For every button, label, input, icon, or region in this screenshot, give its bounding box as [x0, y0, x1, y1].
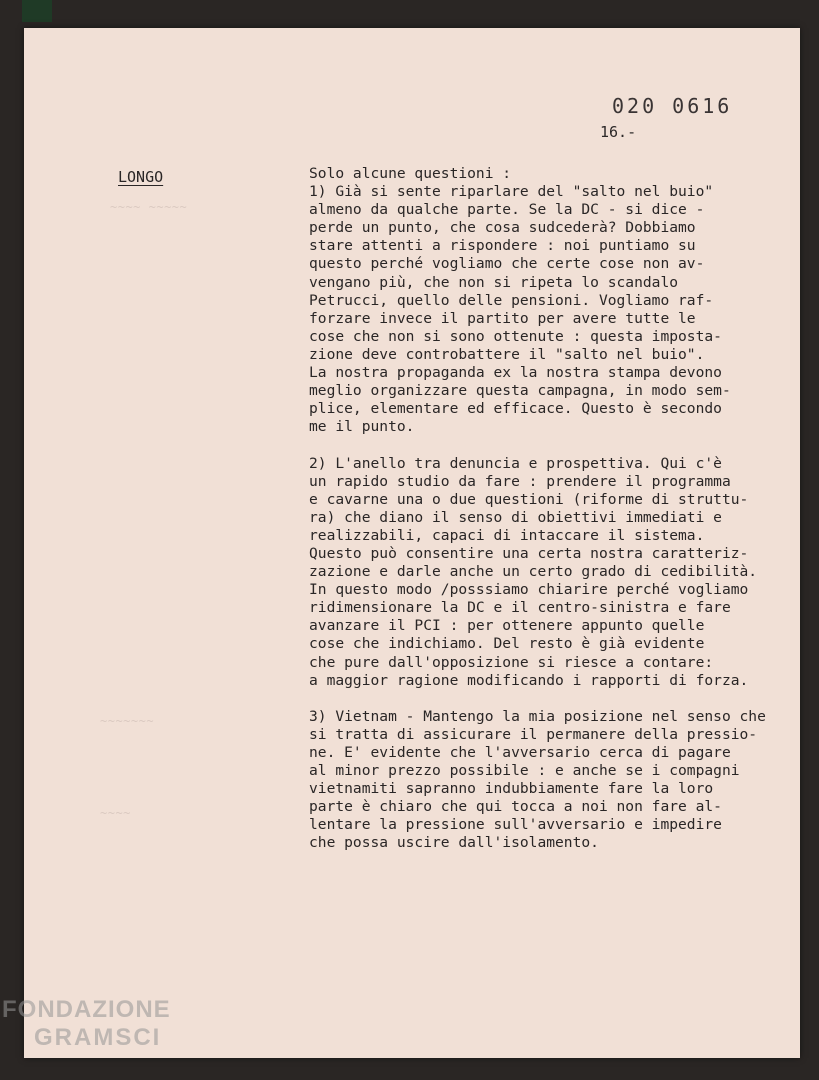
text-line: almeno da qualche parte. Se la DC - si dice -	[309, 201, 705, 219]
paragraph-gap	[309, 690, 799, 708]
typed-text-block	[309, 165, 799, 853]
text-line: 1) Già si sente riparlare del "salto nel buio"	[309, 183, 714, 201]
text-line: meglio organizzare questa campagna, in modo sem-	[309, 382, 731, 400]
text-line: Questo può consentire una certa nostra caratteriz-	[309, 544, 749, 562]
text-line: me il punto.	[309, 418, 415, 436]
text-line: lentare la pressione sull'avversario e impedire	[309, 816, 722, 834]
text-line: La nostra propaganda ex la nostra stampa devono	[309, 364, 722, 382]
text-line: forzare invece il partito per avere tutte le	[309, 309, 696, 327]
text-line: Solo alcune questioni :	[309, 165, 512, 182]
text-line: 3) Vietnam - Mantengo la mia posizione nel senso che	[309, 707, 766, 725]
document-page	[24, 28, 800, 1058]
text-line: realizzabili, capaci di intaccare il sistema.	[309, 526, 705, 544]
text-line: e cavarne una o due questioni (riforme di struttu-	[309, 490, 749, 508]
text-line: zione deve controbattere il "salto nel buio".	[309, 345, 705, 363]
text-line: perde un punto, che cosa sudcederà? Dobbiamo	[309, 219, 696, 237]
text-line: 2) L'anello tra denuncia e prospettiva. Qui c'è	[309, 454, 722, 472]
bleed-through-text: ~~~~ ~~~~~	[110, 200, 188, 214]
text-line: plice, elementare ed efficace. Questo è secondo	[309, 400, 722, 418]
page-number: 16.-	[600, 123, 637, 141]
text-line: stare attenti a rispondere : noi puntiamo su	[309, 237, 696, 255]
text-line: al minor prezzo possibile : e anche se i compagni	[309, 762, 740, 780]
folder-tab	[22, 0, 52, 22]
text-line: che possa uscire dall'isolamento.	[309, 834, 599, 852]
watermark-line-1: FONDAZIONE	[2, 996, 171, 1023]
text-line: un rapido studio da fare : prendere il programma	[309, 472, 731, 490]
text-line: vietnamiti sapranno indubbiamente fare la loro	[309, 780, 714, 798]
text-line: avanzare il PCI : per ottenere appunto quelle	[309, 617, 705, 635]
text-line: In questo modo /posssiamo chiarire perché vogliamo	[309, 581, 749, 599]
text-line: che pure dall'opposizione si riesce a contare:	[309, 653, 714, 671]
bleed-through-text: ~~~~~~~	[100, 714, 155, 728]
bleed-through-text: ~~~~	[100, 806, 131, 820]
speaker-name: LONGO	[118, 168, 164, 186]
text-line: a maggior ragione modificando i rapporti di forza.	[309, 671, 749, 689]
paragraph-gap	[309, 436, 799, 454]
watermark-line-2: GRAMSCI	[34, 1024, 162, 1051]
text-line: vengano più, che non si ripeta lo scandalo	[309, 273, 679, 291]
text-line: ra) che diano il senso di obiettivi immediati e	[309, 508, 722, 526]
text-line: questo perché vogliamo che certe cose non av-	[309, 255, 705, 273]
text-line: parte è chiaro che qui tocca a noi non fare al-	[309, 798, 722, 816]
text-line: cose che non si sono ottenute : questa imposta-	[309, 327, 722, 345]
fondazione-gramsci-watermark	[2, 996, 171, 1052]
text-line: ridimensionare la DC e il centro-sinistra e fare	[309, 599, 731, 617]
text-line: si tratta di assicurare il permanere della pressio-	[309, 725, 758, 743]
text-line: cose che indichiamo. Del resto è già evidente	[309, 635, 705, 653]
text-line: ne. E' evidente che l'avversario cerca di pagare	[309, 744, 731, 761]
text-line: zazione e darle anche un certo grado di cedibilità.	[309, 563, 758, 581]
text-line: Petrucci, quello delle pensioni. Vogliamo raf-	[309, 291, 714, 309]
archive-stamp-number: 020 0616	[612, 94, 733, 118]
